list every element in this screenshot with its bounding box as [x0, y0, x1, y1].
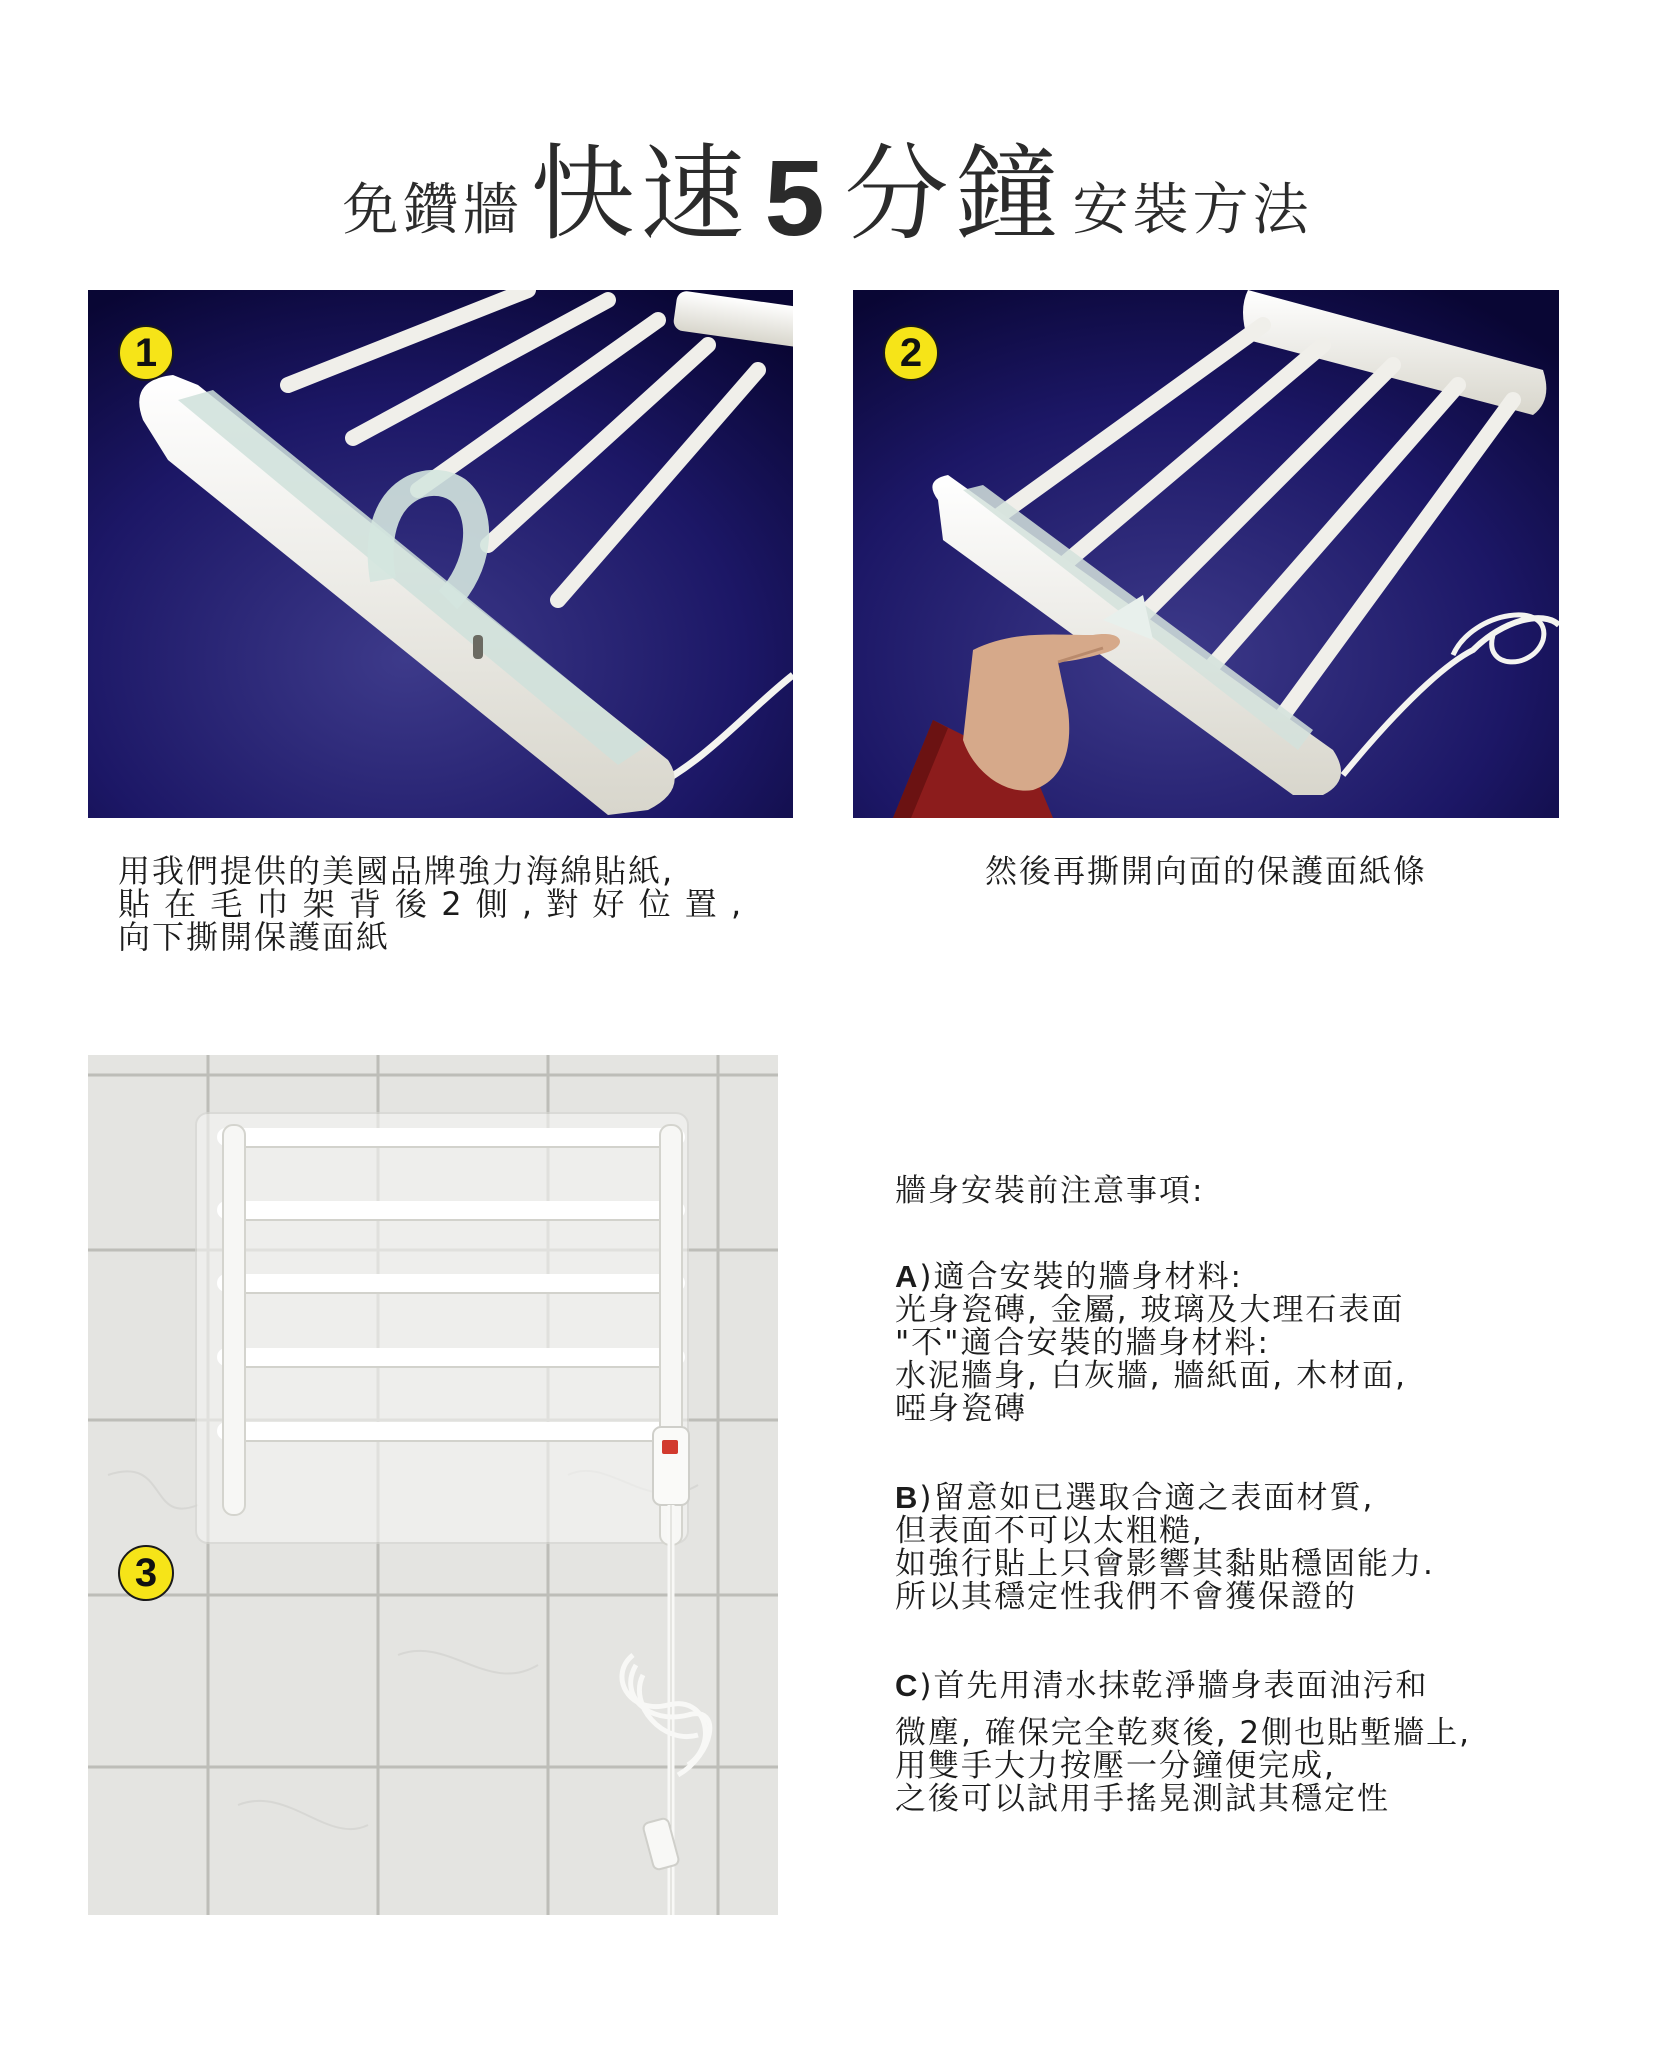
step3-photo — [88, 1055, 778, 1915]
title-part4: 安裝方法 — [1072, 178, 1313, 243]
caption-line: 向下撕開保護面紙 — [118, 918, 391, 956]
caption-line: 用我們提供的美國品牌強力海綿貼紙, — [118, 852, 675, 890]
title-part2: 快速 — [530, 133, 751, 255]
step2-photo — [853, 290, 1559, 818]
title-part1: 免鑽牆 — [342, 178, 523, 243]
note-line: )適合安裝的牆身材料: — [919, 1259, 1243, 1295]
note-block-c — [895, 1669, 1575, 1816]
note-block-b — [895, 1481, 1575, 1614]
note-label: A — [895, 1259, 920, 1294]
installation-notes — [895, 1175, 1575, 1871]
title-part3: 分鐘 — [844, 133, 1065, 255]
note-line: 啞身瓷磚 — [895, 1391, 1027, 1427]
notes-heading: 牆身安裝前注意事項: — [895, 1173, 1205, 1209]
note-label: C — [895, 1668, 920, 1703]
note-line: 所以其穩定性我們不會獲保證的 — [895, 1579, 1357, 1615]
note-line: 光身瓷磚, 金屬, 玻璃及大理石表面 — [895, 1292, 1405, 1328]
step1-caption — [118, 852, 758, 956]
step3-illustration — [88, 1055, 778, 1915]
step1-illustration — [88, 290, 793, 818]
step2-illustration — [853, 290, 1559, 818]
page-title — [0, 110, 1655, 260]
title-number: 5 — [764, 137, 831, 258]
note-line: )留意如已選取合適之表面材質, — [919, 1480, 1375, 1516]
note-line: 但表面不可以太粗糙, — [895, 1513, 1204, 1549]
step3-badge: 3 — [118, 1545, 174, 1601]
note-line: 用雙手大力按壓一分鐘便完成, — [895, 1748, 1336, 1784]
note-line: 如強行貼上只會影響其黏貼穩固能力. — [895, 1546, 1435, 1582]
step2-caption — [853, 852, 1559, 890]
step1-badge: 1 — [118, 325, 174, 381]
note-line: 之後可以試用手搖晃測試其穩定性 — [895, 1781, 1390, 1817]
note-line: 微塵, 確保完全乾爽後, 2側也貼塹牆上, — [895, 1715, 1471, 1751]
step1-photo — [88, 290, 793, 818]
note-line: "不"適合安裝的牆身材料: — [895, 1325, 1270, 1361]
note-line: )首先用清水抹乾淨牆身表面油污和 — [919, 1668, 1429, 1704]
note-label: B — [895, 1480, 920, 1515]
step2-badge: 2 — [883, 325, 939, 381]
note-block-a — [895, 1260, 1575, 1426]
caption-line: 貼 在 毛 巾 架 背 後 2 側 , 對 好 位 置 , — [118, 885, 744, 923]
note-line: 水泥牆身, 白灰牆, 牆紙面, 木材面, — [895, 1358, 1407, 1394]
caption-line: 然後再撕開向面的保護面紙條 — [984, 852, 1427, 890]
